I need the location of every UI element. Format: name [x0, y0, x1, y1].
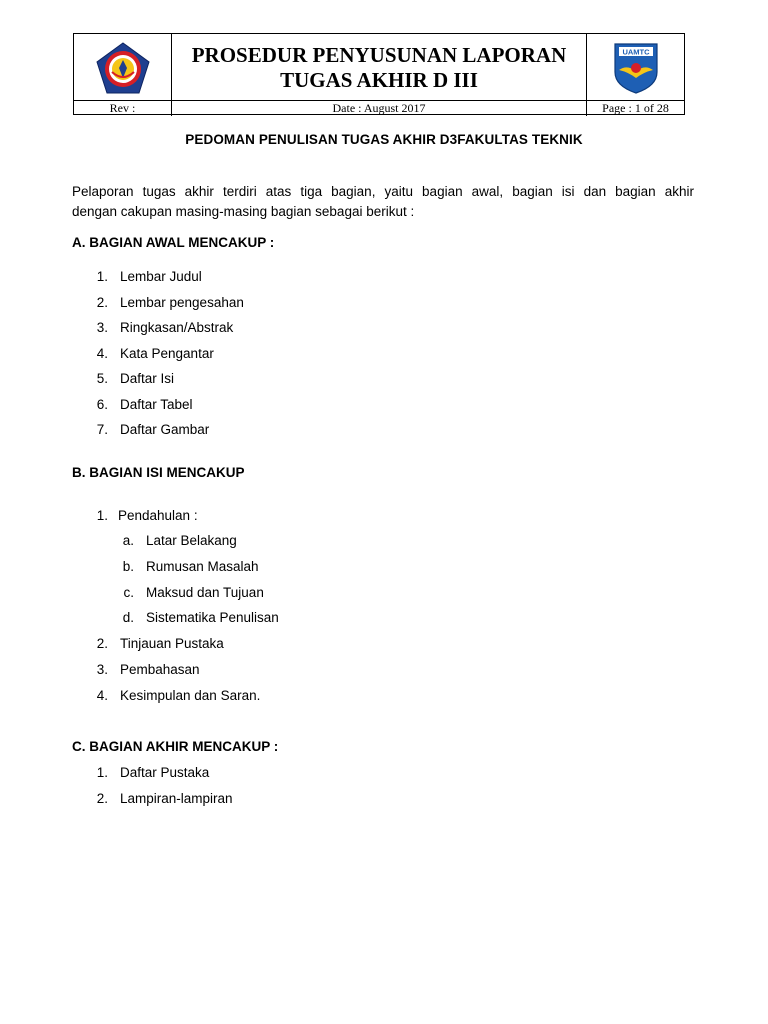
intro-line-2: dengan cakupan masing-masing bagian sebagai berikut : — [72, 204, 415, 219]
intro-paragraph — [72, 182, 694, 222]
list-number: 2. — [96, 295, 108, 310]
header-title-line2: TUGAS AKHIR D III — [280, 68, 478, 92]
header-info-row — [74, 100, 684, 116]
list-label: Lampiran-lampiran — [120, 791, 233, 806]
list-label: Lembar pengesahan — [120, 295, 244, 310]
sub-list-label: Maksud dan Tujuan — [146, 585, 264, 600]
list-number: 4. — [96, 688, 108, 703]
section-c-heading: C. BAGIAN AKHIR MENCAKUP : — [72, 739, 279, 754]
list-number: 3. — [96, 662, 108, 677]
list-label: Lembar Judul — [120, 269, 202, 284]
right-logo-cell — [586, 34, 684, 100]
list-label: Kesimpulan dan Saran. — [120, 688, 261, 703]
list-label: Daftar Pustaka — [120, 765, 210, 780]
page-number-field: Page : 1 of 28 — [586, 101, 684, 116]
list-number: 7. — [96, 422, 108, 437]
list-number: 5. — [96, 371, 108, 386]
list-label: Kata Pengantar — [120, 346, 214, 361]
university-seal-logo — [96, 42, 150, 94]
list-number: 2. — [96, 636, 108, 651]
list-number: 3. — [96, 320, 108, 335]
sub-list-label: Sistematika Penulisan — [146, 610, 279, 625]
uamtc-logo-text: UAMTC — [622, 47, 650, 57]
date-field: Date : August 2017 — [332, 101, 426, 115]
list-number: 4. — [96, 346, 108, 361]
sub-list-letter: b. — [122, 559, 134, 574]
sub-list-letter: a. — [122, 533, 134, 548]
list-label: Daftar Isi — [120, 371, 175, 386]
left-logo-cell — [74, 34, 172, 100]
sub-list-letter: d. — [122, 610, 134, 625]
list-label: Pembahasan — [120, 662, 200, 677]
document-title: PEDOMAN PENULISAN TUGAS AKHIR D3FAKULTAS TEKNIK — [185, 132, 583, 147]
sub-list-letter: c. — [123, 585, 134, 600]
section-a-heading: A. BAGIAN AWAL MENCAKUP : — [72, 235, 275, 250]
document-header-table — [73, 33, 685, 115]
list-label: Ringkasan/Abstrak — [120, 320, 234, 335]
list-number: 1. — [96, 765, 108, 780]
rev-field: Rev : — [74, 101, 172, 116]
uamtc-shield-logo — [613, 42, 659, 94]
list-label: Tinjauan Pustaka — [120, 636, 224, 651]
list-number: 6. — [96, 397, 108, 412]
sub-list-label: Latar Belakang — [146, 533, 237, 548]
intro-line-1: Pelaporan tugas akhir terdiri atas tiga bagian, yaitu bagian awal, bagian isi dan bagian akhir — [72, 184, 694, 199]
list-label: Daftar Tabel — [120, 397, 193, 412]
section-b-heading: B. BAGIAN ISI MENCAKUP — [72, 465, 245, 480]
list-label: Daftar Gambar — [120, 422, 210, 437]
header-title-line1: PROSEDUR PENYUSUNAN LAPORAN — [191, 43, 567, 67]
list-number: 1. — [96, 269, 108, 284]
sub-list-label: Rumusan Masalah — [146, 559, 259, 574]
list-label: Pendahulan : — [118, 508, 198, 523]
header-title-cell — [172, 34, 586, 100]
list-number: 1. — [96, 508, 108, 523]
list-number: 2. — [96, 791, 108, 806]
